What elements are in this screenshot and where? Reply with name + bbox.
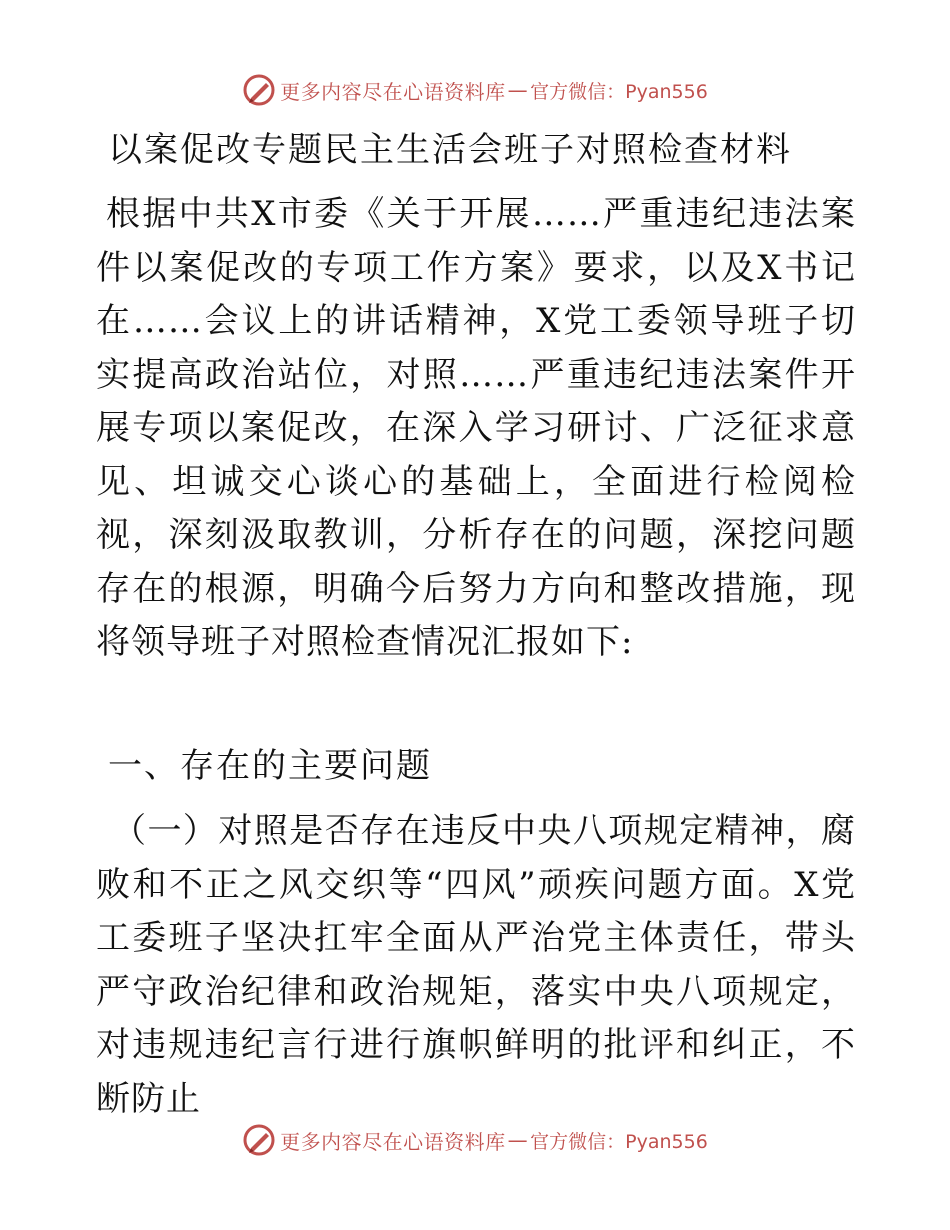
intro-paragraph: 根据中共X市委《关于开展……严重违纪违法案件以案促改的专项工作方案》要求，以及X书记在……会议上的讲话精神，X党工委领导班子切实提高政治站位，对照……严重违纪违法案件开展专项以案促改，在深入学习研讨、广泛征求意见、坦诚交心谈心的基础上，全面进行检阅检视，深刻汲取教训，分析存在的问题，深挖问题存在的根源，明确今后努力方向和整改措施，现将领导班子对照检查情况汇报如下:: [96, 194, 856, 662]
pen-logo-icon: [242, 73, 276, 107]
watermark-dash: —: [507, 78, 529, 102]
watermark-sub: 官方微信：Pyan556: [530, 80, 708, 103]
document-title: 以案促改专题民主生活会班子对照检查材料: [108, 130, 792, 170]
watermark-text: 更多内容尽在心语资料库: [280, 79, 506, 104]
pen-logo-icon: [242, 1123, 276, 1157]
watermark-text: 更多内容尽在心语资料库: [280, 1129, 506, 1154]
watermark-header: [0, 70, 950, 110]
watermark-dash: —: [507, 1128, 529, 1152]
watermark-sub: 官方微信：Pyan556: [530, 1130, 708, 1153]
watermark-footer: [0, 1120, 950, 1160]
section-heading: 一、存在的主要问题: [108, 746, 432, 786]
section-paragraph: （一）对照是否存在违反中央八项规定精神，腐败和不正之风交织等“四风”顽疾问题方面。X党工委班子坚决扛牢全面从严治党主体责任，带头严守政治纪律和政治规矩，落实中央八项规定，对违规违纪言行进行旗帜鲜明的批评和纠正，不断防止: [96, 811, 856, 1119]
